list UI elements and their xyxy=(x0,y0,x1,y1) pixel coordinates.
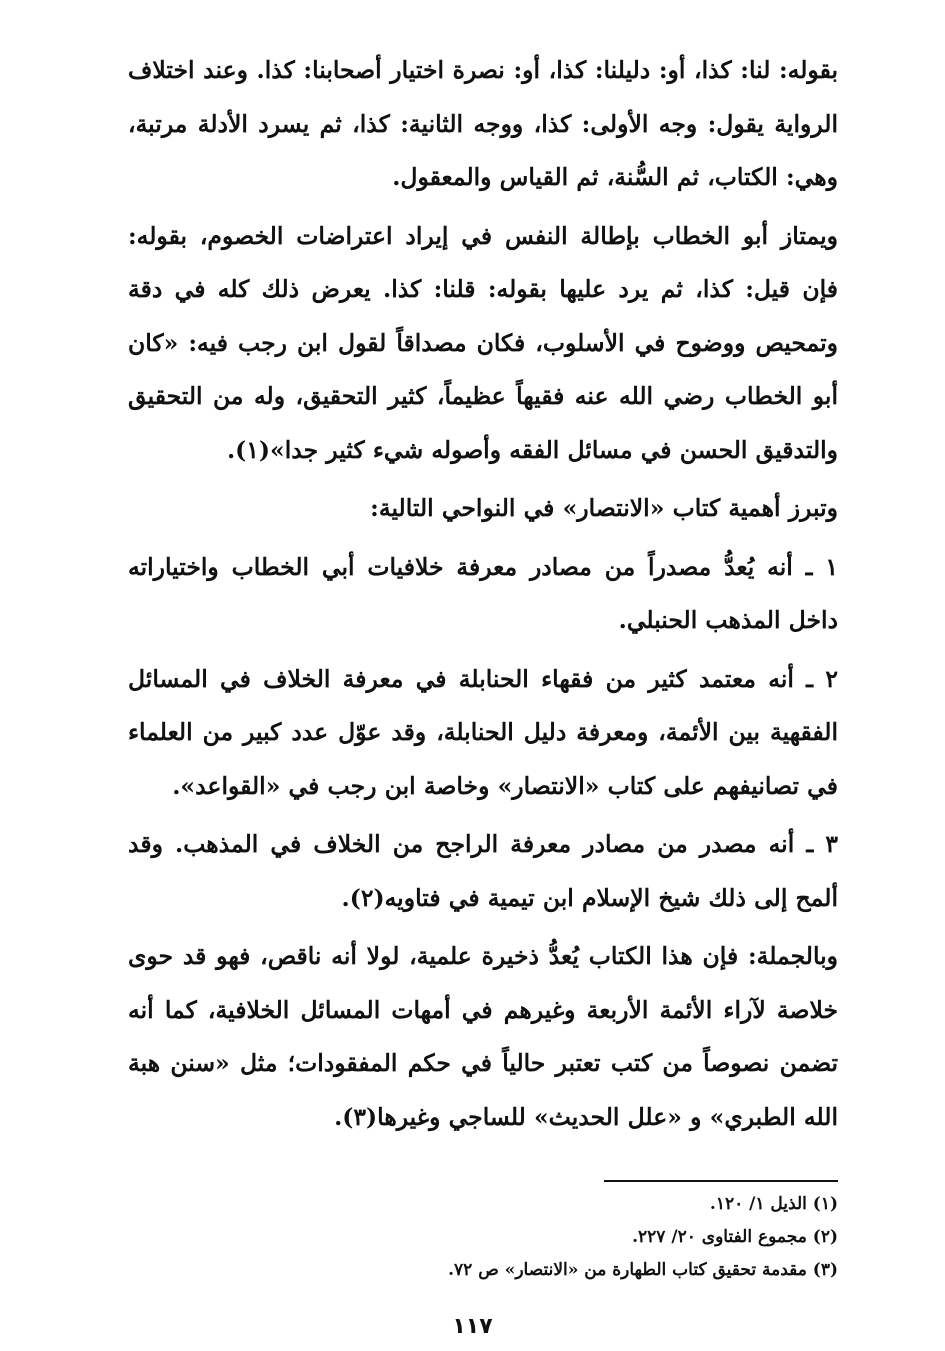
paragraph-2: ويمتاز أبو الخطاب بإطالة النفس في إيراد اعتراضات الخصوم، بقوله: فإن قيل: كذا، ثم يرد عليها بقوله: قلنا: كذا. يعرض ذلك كله في دقة وتمحيص ووضوح في الأسلوب، فكان مصداقاً لقول ابن رجب فيه: «كان أبو الخطاب رضي الله عنه فقيهاً عظيماً، كثير التحقيق، وله من التحقيق والتدقيق الحسن في مسائل الفقه وأصوله شيء كثير جدا»(١). xyxy=(128,221,838,464)
paragraph-7: وبالجملة: فإن هذا الكتاب يُعدُّ ذخيرة علمية، لولا أنه ناقص، فهو قد حوى خلاصة لآراء الأئمة الأربعة وغيرهم في أمهات المسائل الخلافية، كما أنه تضمن نصوصاً من كتب تعتبر حالياً في حكم المفقودات؛ مثل «سنن هبة الله الطبري» و «علل الحديث» للساجي وغيرها(٣). xyxy=(128,942,838,1131)
paragraph-5: ٢ ـ أنه معتمد كثير من فقهاء الحنابلة في معرفة الخلاف في المسائل الفقهية بين الأئمة، ومعرفة دليل الحنابلة، وقد عوّل عدد كبير من العلماء في تصانيفهم على كتاب «الانتصار» وخاصة ابن رجب في «القواعد». xyxy=(128,664,838,800)
paragraph-6: ٣ ـ أنه مصدر من مصادر معرفة الراجح من الخلاف في المذهب. وقد ألمح إلى ذلك شيخ الإسلام ابن تيمية في فتاويه(٢). xyxy=(128,830,838,912)
paragraph-1: بقوله: لنا: كذا، أو: دليلنا: كذا، أو: نصرة اختيار أصحابنا: كذا. وعند اختلاف الرواية يقول: وجه الأولى: كذا، ووجه الثانية: كذا، ثم يسرد الأدلة مرتبة، وهي: الكتاب، ثم السُّنة، ثم القياس والمعقول. xyxy=(128,56,838,191)
body-text xyxy=(128,44,838,1144)
paragraph-4: ١ ـ أنه يُعدُّ مصدراً من مصادر معرفة خلافيات أبي الخطاب واختياراته داخل المذهب الحنبلي. xyxy=(128,552,838,634)
footnotes xyxy=(300,1188,838,1287)
footnote-1: (١) الذيل ١/ ١٢٠. xyxy=(709,1194,838,1214)
paragraph-3: وتبرز أهمية كتاب «الانتصار» في النواحي التالية: xyxy=(370,494,838,522)
footnote-2: (٢) مجموع الفتاوى ٢٠/ ٢٢٧. xyxy=(632,1227,838,1247)
footnote-divider xyxy=(604,1180,838,1182)
footnote-3: (٣) مقدمة تحقيق كتاب الطهارة من «الانتصار» ص ٧٢. xyxy=(448,1260,838,1280)
page-number: ١١٧ xyxy=(452,1314,493,1339)
